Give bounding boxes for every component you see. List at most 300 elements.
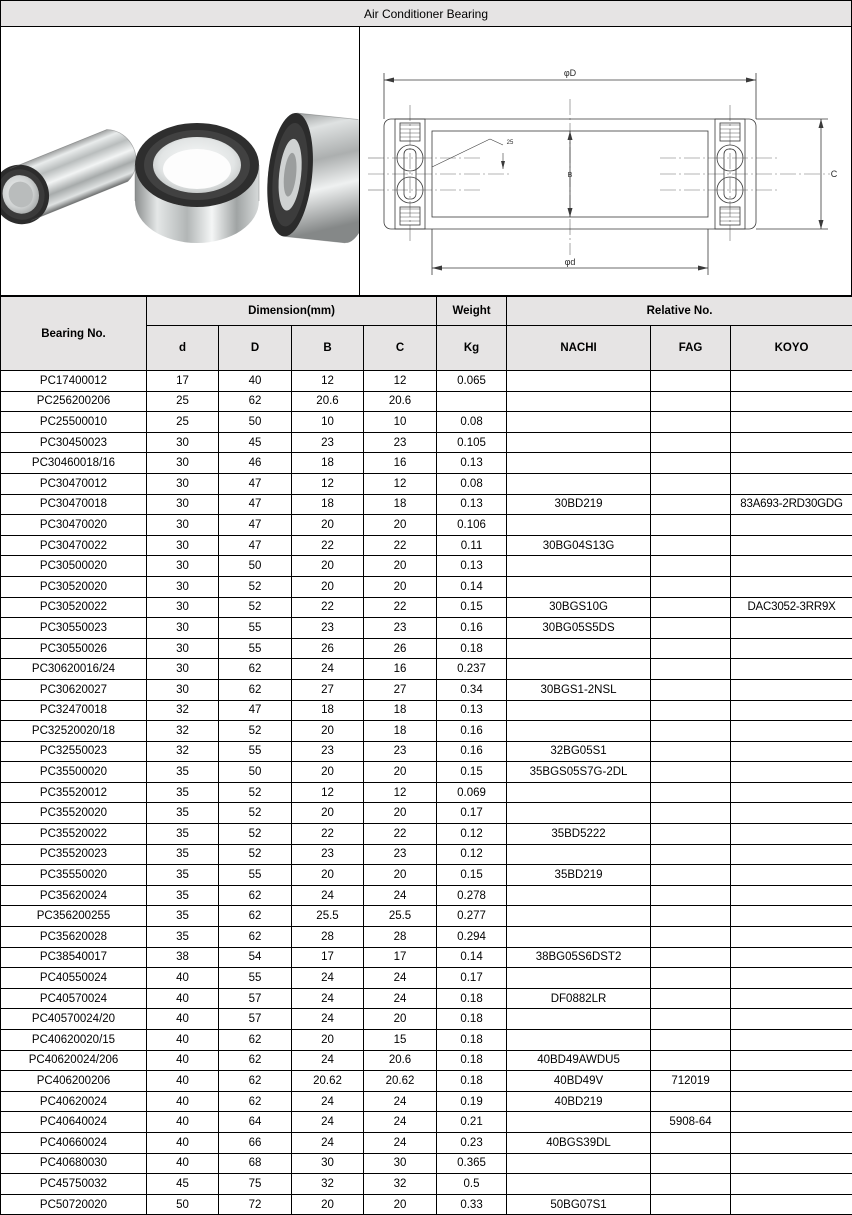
cell-D: 55 (219, 865, 292, 886)
cell-kg: 0.34 (437, 679, 507, 700)
cell-fag (651, 679, 731, 700)
cell-kg: 0.065 (437, 371, 507, 392)
cell-C: 20 (364, 1009, 437, 1030)
cell-kg (437, 391, 507, 412)
page-title-bar (0, 0, 852, 26)
cell-D: 62 (219, 659, 292, 680)
cell-koyo (731, 1132, 852, 1153)
cell-d: 35 (147, 844, 219, 865)
cell-koyo (731, 1009, 852, 1030)
cell-d: 38 (147, 947, 219, 968)
cell-B: 18 (292, 494, 364, 515)
cell-bearing-no: PC35620024 (1, 885, 147, 906)
cell-koyo: DAC3052-3RR9X (731, 597, 852, 618)
cell-nachi: 30BGS1-2NSL (507, 679, 651, 700)
cell-B: 18 (292, 700, 364, 721)
cell-d: 35 (147, 885, 219, 906)
cell-koyo (731, 1112, 852, 1133)
cell-kg: 0.18 (437, 638, 507, 659)
label-outer-diameter: φD (564, 68, 577, 78)
cell-kg: 0.14 (437, 947, 507, 968)
header-kg: Kg (437, 326, 507, 371)
cell-bearing-no: PC35620028 (1, 927, 147, 948)
cell-kg: 0.18 (437, 1030, 507, 1051)
table-row (1, 515, 852, 536)
cell-B: 28 (292, 927, 364, 948)
cell-fag (651, 1050, 731, 1071)
table-row (1, 494, 852, 515)
cell-C: 20 (364, 556, 437, 577)
table-row (1, 1174, 852, 1195)
cell-nachi (507, 556, 651, 577)
table-row (1, 906, 852, 927)
table-row (1, 988, 852, 1009)
cell-C: 24 (364, 885, 437, 906)
cell-C: 20.6 (364, 391, 437, 412)
cell-kg: 0.14 (437, 576, 507, 597)
cell-fag (651, 1194, 731, 1215)
cell-B: 23 (292, 741, 364, 762)
centre-lines (368, 99, 830, 255)
cell-D: 54 (219, 947, 292, 968)
cell-bearing-no: PC45750032 (1, 1174, 147, 1195)
cell-B: 12 (292, 473, 364, 494)
cell-D: 62 (219, 391, 292, 412)
cell-B: 22 (292, 824, 364, 845)
cell-kg: 0.16 (437, 721, 507, 742)
table-header (1, 297, 852, 371)
header-c: C (364, 326, 437, 371)
cell-d: 40 (147, 1153, 219, 1174)
cell-koyo (731, 906, 852, 927)
cell-kg: 0.15 (437, 597, 507, 618)
cell-koyo (731, 453, 852, 474)
cell-kg: 0.17 (437, 803, 507, 824)
cell-koyo (731, 721, 852, 742)
cell-d: 30 (147, 679, 219, 700)
cell-nachi (507, 700, 651, 721)
table-row (1, 865, 852, 886)
cell-nachi (507, 1030, 651, 1051)
table-row (1, 453, 852, 474)
table-row (1, 762, 852, 783)
cell-kg: 0.18 (437, 1009, 507, 1030)
cell-d: 25 (147, 391, 219, 412)
cell-fag (651, 412, 731, 433)
cell-koyo (731, 762, 852, 783)
cell-d: 30 (147, 597, 219, 618)
cell-d: 35 (147, 803, 219, 824)
cell-D: 57 (219, 988, 292, 1009)
cell-B: 20 (292, 865, 364, 886)
label-inner-diameter: φd (565, 257, 576, 267)
cell-kg: 0.08 (437, 473, 507, 494)
table-row (1, 782, 852, 803)
technical-drawing-cell (360, 27, 851, 295)
cell-B: 20.6 (292, 391, 364, 412)
header-nachi: NACHI (507, 326, 651, 371)
cell-d: 40 (147, 1009, 219, 1030)
cell-D: 46 (219, 453, 292, 474)
cell-d: 40 (147, 1132, 219, 1153)
cell-B: 10 (292, 412, 364, 433)
cell-B: 24 (292, 1009, 364, 1030)
cell-kg: 0.17 (437, 968, 507, 989)
cell-koyo (731, 659, 852, 680)
cell-nachi (507, 782, 651, 803)
cell-B: 30 (292, 1153, 364, 1174)
cell-fag (651, 947, 731, 968)
cell-B: 23 (292, 618, 364, 639)
cell-koyo (731, 371, 852, 392)
cell-d: 32 (147, 721, 219, 742)
cell-kg: 0.237 (437, 659, 507, 680)
cell-koyo (731, 927, 852, 948)
cell-C: 24 (364, 1132, 437, 1153)
header-dimension: Dimension(mm) (147, 297, 437, 326)
cell-C: 18 (364, 700, 437, 721)
cell-fag (651, 824, 731, 845)
cell-C: 12 (364, 371, 437, 392)
cell-C: 24 (364, 988, 437, 1009)
cell-B: 20 (292, 515, 364, 536)
table-row (1, 1050, 852, 1071)
table-row (1, 473, 852, 494)
cell-d: 30 (147, 556, 219, 577)
cell-nachi: 35BGS05S7G-2DL (507, 762, 651, 783)
table-row (1, 1132, 852, 1153)
cell-kg: 0.13 (437, 494, 507, 515)
cell-D: 47 (219, 473, 292, 494)
cell-koyo (731, 885, 852, 906)
cell-kg: 0.294 (437, 927, 507, 948)
cell-nachi: 35BD219 (507, 865, 651, 886)
cell-nachi (507, 412, 651, 433)
cell-kg: 0.16 (437, 741, 507, 762)
cell-koyo (731, 741, 852, 762)
cell-D: 52 (219, 803, 292, 824)
cell-nachi: 35BD5222 (507, 824, 651, 845)
cell-fag (651, 927, 731, 948)
cell-B: 24 (292, 885, 364, 906)
label-width-b: B (568, 172, 573, 179)
cell-fag (651, 906, 731, 927)
cell-d: 35 (147, 762, 219, 783)
cell-C: 20 (364, 1194, 437, 1215)
cell-bearing-no: PC35520023 (1, 844, 147, 865)
cell-bearing-no: PC32550023 (1, 741, 147, 762)
label-width-c: C (831, 169, 838, 179)
cell-bearing-no: PC30500020 (1, 556, 147, 577)
table-row (1, 721, 852, 742)
cell-nachi (507, 473, 651, 494)
cell-d: 40 (147, 1071, 219, 1092)
cell-fag (651, 535, 731, 556)
cell-C: 23 (364, 432, 437, 453)
table-row (1, 391, 852, 412)
table-row (1, 1112, 852, 1133)
cell-koyo (731, 803, 852, 824)
cell-C: 10 (364, 412, 437, 433)
cell-d: 35 (147, 865, 219, 886)
cell-bearing-no: PC30520022 (1, 597, 147, 618)
table-row (1, 1009, 852, 1030)
cell-B: 24 (292, 968, 364, 989)
cell-d: 40 (147, 968, 219, 989)
table-row (1, 803, 852, 824)
cell-koyo (731, 824, 852, 845)
cell-B: 18 (292, 453, 364, 474)
cell-C: 20 (364, 803, 437, 824)
cell-kg: 0.18 (437, 988, 507, 1009)
cell-D: 55 (219, 618, 292, 639)
cell-d: 40 (147, 1091, 219, 1112)
cell-fag (651, 762, 731, 783)
cell-bearing-no: PC30470022 (1, 535, 147, 556)
cell-B: 20 (292, 576, 364, 597)
table-row (1, 412, 852, 433)
table-row (1, 597, 852, 618)
cell-koyo (731, 391, 852, 412)
cell-koyo (731, 1091, 852, 1112)
cell-nachi (507, 1009, 651, 1030)
cell-D: 52 (219, 576, 292, 597)
cell-B: 23 (292, 432, 364, 453)
cell-bearing-no: PC40680030 (1, 1153, 147, 1174)
cell-koyo (731, 1030, 852, 1051)
cell-d: 30 (147, 576, 219, 597)
cell-koyo (731, 1050, 852, 1071)
table-row (1, 535, 852, 556)
cell-C: 20 (364, 576, 437, 597)
cell-fag (651, 576, 731, 597)
cell-C: 25.5 (364, 906, 437, 927)
cell-C: 24 (364, 968, 437, 989)
cell-kg: 0.11 (437, 535, 507, 556)
cell-D: 50 (219, 762, 292, 783)
cell-D: 47 (219, 515, 292, 536)
cell-C: 22 (364, 597, 437, 618)
cell-fag (651, 432, 731, 453)
cell-bearing-no: PC30450023 (1, 432, 147, 453)
cell-kg: 0.365 (437, 1153, 507, 1174)
cell-d: 45 (147, 1174, 219, 1195)
cell-nachi (507, 844, 651, 865)
cell-D: 62 (219, 885, 292, 906)
cell-koyo (731, 700, 852, 721)
cell-kg: 0.08 (437, 412, 507, 433)
table-row (1, 1071, 852, 1092)
cell-d: 35 (147, 782, 219, 803)
cell-nachi (507, 803, 651, 824)
cell-koyo (731, 865, 852, 886)
cell-kg: 0.13 (437, 700, 507, 721)
cell-fag (651, 391, 731, 412)
cell-d: 35 (147, 927, 219, 948)
cell-bearing-no: PC30520020 (1, 576, 147, 597)
cell-bearing-no: PC50720020 (1, 1194, 147, 1215)
cell-nachi (507, 1153, 651, 1174)
cell-kg: 0.105 (437, 432, 507, 453)
cell-B: 24 (292, 659, 364, 680)
cell-D: 52 (219, 597, 292, 618)
header-b: B (292, 326, 364, 371)
cell-nachi: 30BD219 (507, 494, 651, 515)
cell-kg: 0.16 (437, 618, 507, 639)
contact-angle-leader (432, 139, 505, 169)
cell-bearing-no: PC35520012 (1, 782, 147, 803)
cell-koyo (731, 576, 852, 597)
cell-d: 32 (147, 741, 219, 762)
cell-D: 64 (219, 1112, 292, 1133)
page-title: Air Conditioner Bearing (364, 7, 488, 21)
cell-bearing-no: PC35550020 (1, 865, 147, 886)
cell-fag: 712019 (651, 1071, 731, 1092)
cell-C: 12 (364, 473, 437, 494)
product-photo-cell (1, 27, 360, 295)
header-bearing-no: Bearing No. (1, 297, 147, 371)
cell-fag (651, 1132, 731, 1153)
cell-C: 28 (364, 927, 437, 948)
table-row (1, 824, 852, 845)
table-body (1, 371, 852, 1215)
cell-kg: 0.106 (437, 515, 507, 536)
table-row (1, 618, 852, 639)
cell-nachi: 30BGS10G (507, 597, 651, 618)
cell-B: 26 (292, 638, 364, 659)
table-row (1, 741, 852, 762)
table-row (1, 638, 852, 659)
cell-fag (651, 638, 731, 659)
cell-D: 45 (219, 432, 292, 453)
cell-d: 30 (147, 453, 219, 474)
cell-bearing-no: PC30470018 (1, 494, 147, 515)
cell-koyo (731, 947, 852, 968)
cell-D: 52 (219, 844, 292, 865)
cell-D: 62 (219, 1030, 292, 1051)
cell-B: 23 (292, 844, 364, 865)
cell-nachi (507, 1112, 651, 1133)
cell-fag (651, 659, 731, 680)
cell-bearing-no: PC40620024 (1, 1091, 147, 1112)
cell-C: 27 (364, 679, 437, 700)
cell-d: 40 (147, 1050, 219, 1071)
bearing-cross-section-drawing (360, 27, 851, 295)
cell-D: 62 (219, 906, 292, 927)
cell-C: 20.6 (364, 1050, 437, 1071)
cell-d: 30 (147, 515, 219, 536)
cell-nachi (507, 432, 651, 453)
cell-d: 32 (147, 700, 219, 721)
cell-kg: 0.12 (437, 844, 507, 865)
cell-nachi: 30BG04S13G (507, 535, 651, 556)
cell-D: 62 (219, 679, 292, 700)
cell-nachi (507, 968, 651, 989)
cell-bearing-no: PC30470020 (1, 515, 147, 536)
cell-C: 32 (364, 1174, 437, 1195)
cell-kg: 0.13 (437, 453, 507, 474)
cell-koyo (731, 473, 852, 494)
cell-C: 15 (364, 1030, 437, 1051)
table-row (1, 659, 852, 680)
cell-D: 55 (219, 968, 292, 989)
cell-koyo (731, 412, 852, 433)
cell-D: 68 (219, 1153, 292, 1174)
cell-B: 25.5 (292, 906, 364, 927)
cell-koyo (731, 515, 852, 536)
cell-koyo (731, 638, 852, 659)
header-cap-d: D (219, 326, 292, 371)
cell-C: 18 (364, 721, 437, 742)
cell-bearing-no: PC40620020/15 (1, 1030, 147, 1051)
cell-kg: 0.18 (437, 1050, 507, 1071)
cell-d: 50 (147, 1194, 219, 1215)
cell-D: 47 (219, 535, 292, 556)
cell-bearing-no: PC40570024 (1, 988, 147, 1009)
label-contact-angle: 25 (507, 140, 514, 146)
cell-D: 62 (219, 1050, 292, 1071)
cell-bearing-no: PC25500010 (1, 412, 147, 433)
cell-fag (651, 741, 731, 762)
cell-B: 20.62 (292, 1071, 364, 1092)
cell-C: 16 (364, 453, 437, 474)
cell-koyo (731, 432, 852, 453)
cell-nachi: 40BD49V (507, 1071, 651, 1092)
cell-koyo (731, 988, 852, 1009)
cell-fag (651, 782, 731, 803)
cell-bearing-no: PC30470012 (1, 473, 147, 494)
cell-C: 30 (364, 1153, 437, 1174)
cell-bearing-no: PC30460018/16 (1, 453, 147, 474)
cell-koyo (731, 556, 852, 577)
cell-C: 20.62 (364, 1071, 437, 1092)
table-row (1, 556, 852, 577)
cell-B: 20 (292, 556, 364, 577)
cell-koyo (731, 618, 852, 639)
table-row (1, 1030, 852, 1051)
cell-B: 20 (292, 1194, 364, 1215)
cell-d: 35 (147, 906, 219, 927)
cell-C: 20 (364, 865, 437, 886)
cell-fag (651, 1009, 731, 1030)
cell-fag (651, 844, 731, 865)
table-header-row-group (1, 297, 852, 326)
cell-fag (651, 1174, 731, 1195)
cell-nachi: DF0882LR (507, 988, 651, 1009)
cell-bearing-no: PC356200255 (1, 906, 147, 927)
cell-B: 32 (292, 1174, 364, 1195)
table-row (1, 700, 852, 721)
table-row (1, 1194, 852, 1215)
cell-nachi: 30BG05S5DS (507, 618, 651, 639)
cell-bearing-no: PC40620024/206 (1, 1050, 147, 1071)
cell-D: 47 (219, 494, 292, 515)
cell-B: 22 (292, 535, 364, 556)
cell-B: 20 (292, 1030, 364, 1051)
cell-koyo (731, 1153, 852, 1174)
cell-D: 57 (219, 1009, 292, 1030)
cell-C: 22 (364, 535, 437, 556)
cell-D: 55 (219, 741, 292, 762)
cell-D: 62 (219, 1091, 292, 1112)
cell-nachi (507, 371, 651, 392)
cell-C: 12 (364, 782, 437, 803)
cell-D: 40 (219, 371, 292, 392)
cell-d: 25 (147, 412, 219, 433)
cell-fag (651, 885, 731, 906)
cell-nachi (507, 1174, 651, 1195)
product-photo (1, 27, 359, 295)
